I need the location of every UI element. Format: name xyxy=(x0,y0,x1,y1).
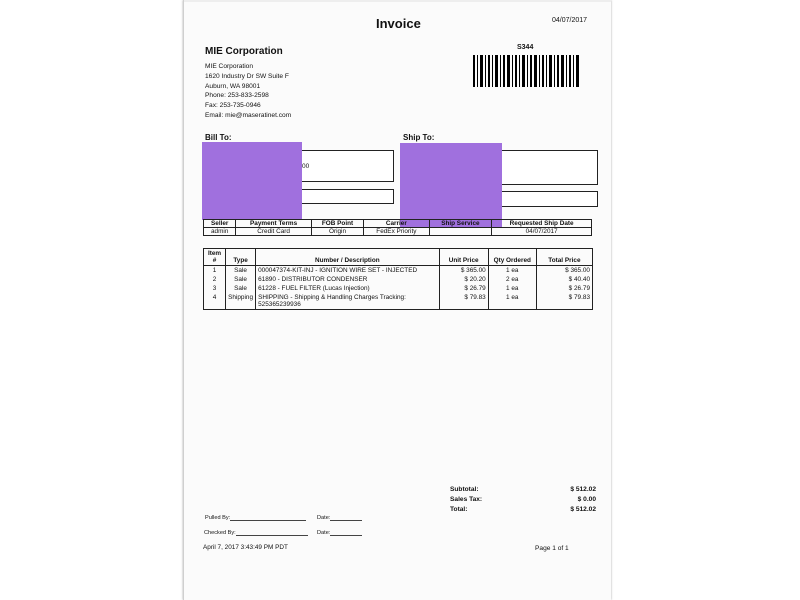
company-name: MIE Corporation xyxy=(205,46,283,57)
item-unit-price: $ 20.20 xyxy=(439,275,488,284)
item-total: $ 26.79 xyxy=(536,284,592,293)
total-row xyxy=(450,506,596,516)
payment-terms-value: Credit Card xyxy=(236,228,311,236)
header-seller: Seller xyxy=(204,220,236,228)
item-number: 3 xyxy=(204,284,226,293)
item-total: $ 40.40 xyxy=(536,275,592,284)
checked-by-field xyxy=(204,529,308,536)
item-unit-price: $ 365.00 xyxy=(439,266,488,276)
pulled-date-line xyxy=(330,514,362,521)
item-qty: 2 ea xyxy=(488,275,536,284)
ship-to-box xyxy=(500,150,598,185)
totals-block xyxy=(450,486,596,516)
table-row xyxy=(204,275,593,284)
checked-date-label: Date: xyxy=(317,530,331,536)
table-row xyxy=(204,284,593,293)
subtotal-value: $ 512.02 xyxy=(570,486,596,493)
item-description: 61890 - DISTRIBUTOR CONDENSER xyxy=(256,275,439,284)
document-title: Invoice xyxy=(376,16,421,31)
total-label: Total: xyxy=(450,506,468,513)
col-item: Item # xyxy=(204,249,226,266)
pulled-date-label: Date: xyxy=(317,515,331,521)
item-number: 1 xyxy=(204,266,226,276)
seller-value: admin xyxy=(204,228,236,236)
item-qty: 1 ea xyxy=(488,266,536,276)
col-qty-ordered: Qty Ordered xyxy=(488,249,536,266)
items-table xyxy=(203,248,593,310)
ship-to-box-2 xyxy=(500,191,598,207)
header-carrier: Carrier xyxy=(364,220,429,228)
page-number: Page 1 of 1 xyxy=(535,545,569,552)
item-type: Sale xyxy=(226,275,256,284)
sales-tax-value: $ 0.00 xyxy=(577,496,596,503)
ship-service-value xyxy=(429,228,492,236)
pulled-date-field xyxy=(317,514,362,521)
bill-to-partial-text: 00 xyxy=(302,163,310,170)
bill-to-label: Bill To: xyxy=(205,133,232,142)
item-description: 61228 - FUEL FILTER (Lucas Injection) xyxy=(256,284,439,293)
header-fob-point: FOB Point xyxy=(311,220,363,228)
item-unit-price: $ 79.83 xyxy=(439,293,488,310)
pulled-by-field xyxy=(205,514,306,521)
item-total: $ 365.00 xyxy=(536,266,592,276)
pulled-by-line xyxy=(230,514,306,521)
print-timestamp: April 7, 2017 3:43:49 PM PDT xyxy=(203,544,288,551)
pulled-by-label: Pulled By: xyxy=(205,515,231,521)
ship-to-label: Ship To: xyxy=(403,133,435,142)
total-value: $ 512.02 xyxy=(570,506,596,513)
checked-by-line xyxy=(236,529,308,536)
header-ship-service: Ship Service xyxy=(429,220,492,228)
header-requested-ship-date: Requested Ship Date xyxy=(492,220,592,228)
bill-to-box-2 xyxy=(298,189,394,204)
item-total: $ 79.83 xyxy=(536,293,592,310)
item-type: Shipping xyxy=(226,293,256,310)
col-unit-price: Unit Price xyxy=(439,249,488,266)
col-number-description: Number / Description xyxy=(256,249,439,266)
redaction-block-ship xyxy=(400,143,502,228)
item-qty: 1 ea xyxy=(488,293,536,310)
fob-point-value: Origin xyxy=(311,228,363,236)
subtotal-label: Subtotal: xyxy=(450,486,479,493)
checked-date-field xyxy=(317,529,362,536)
requested-ship-date-value: 04/07/2017 xyxy=(492,228,592,236)
checked-by-label: Checked By: xyxy=(204,530,236,536)
item-qty: 1 ea xyxy=(488,284,536,293)
item-number: 4 xyxy=(204,293,226,310)
invoice-date: 04/07/2017 xyxy=(552,17,588,24)
redaction-block-bill xyxy=(202,142,302,220)
item-description: SHIPPING - Shipping & Handling Charges Tracking: 525365239936 xyxy=(256,293,439,310)
company-address: MIE Corporation 1620 Industry Dr SW Suite F Auburn, WA 98001 Phone: 253-833-2598 Fax: 253-735-0946 Email: mie@maseratinet.com xyxy=(205,63,292,119)
item-type: Sale xyxy=(226,266,256,276)
bill-to-box xyxy=(298,150,394,182)
sales-tax-row xyxy=(450,496,596,506)
invoice-number: S344 xyxy=(517,44,534,51)
barcode-image xyxy=(473,55,579,87)
item-type: Sale xyxy=(226,284,256,293)
item-unit-price: $ 26.79 xyxy=(439,284,488,293)
order-info-table xyxy=(203,219,592,236)
table-row xyxy=(204,266,593,276)
item-description: 000047374-KIT-INJ - IGNITION WIRE SET - INJECTED xyxy=(256,266,439,276)
table-row xyxy=(204,293,593,310)
checked-date-line xyxy=(330,529,362,536)
col-type: Type xyxy=(226,249,256,266)
subtotal-row xyxy=(450,486,596,496)
header-payment-terms: Payment Terms xyxy=(236,220,311,228)
item-number: 2 xyxy=(204,275,226,284)
col-total-price: Total Price xyxy=(536,249,592,266)
carrier-value: FedEx Priority xyxy=(364,228,429,236)
sales-tax-label: Sales Tax: xyxy=(450,496,483,503)
